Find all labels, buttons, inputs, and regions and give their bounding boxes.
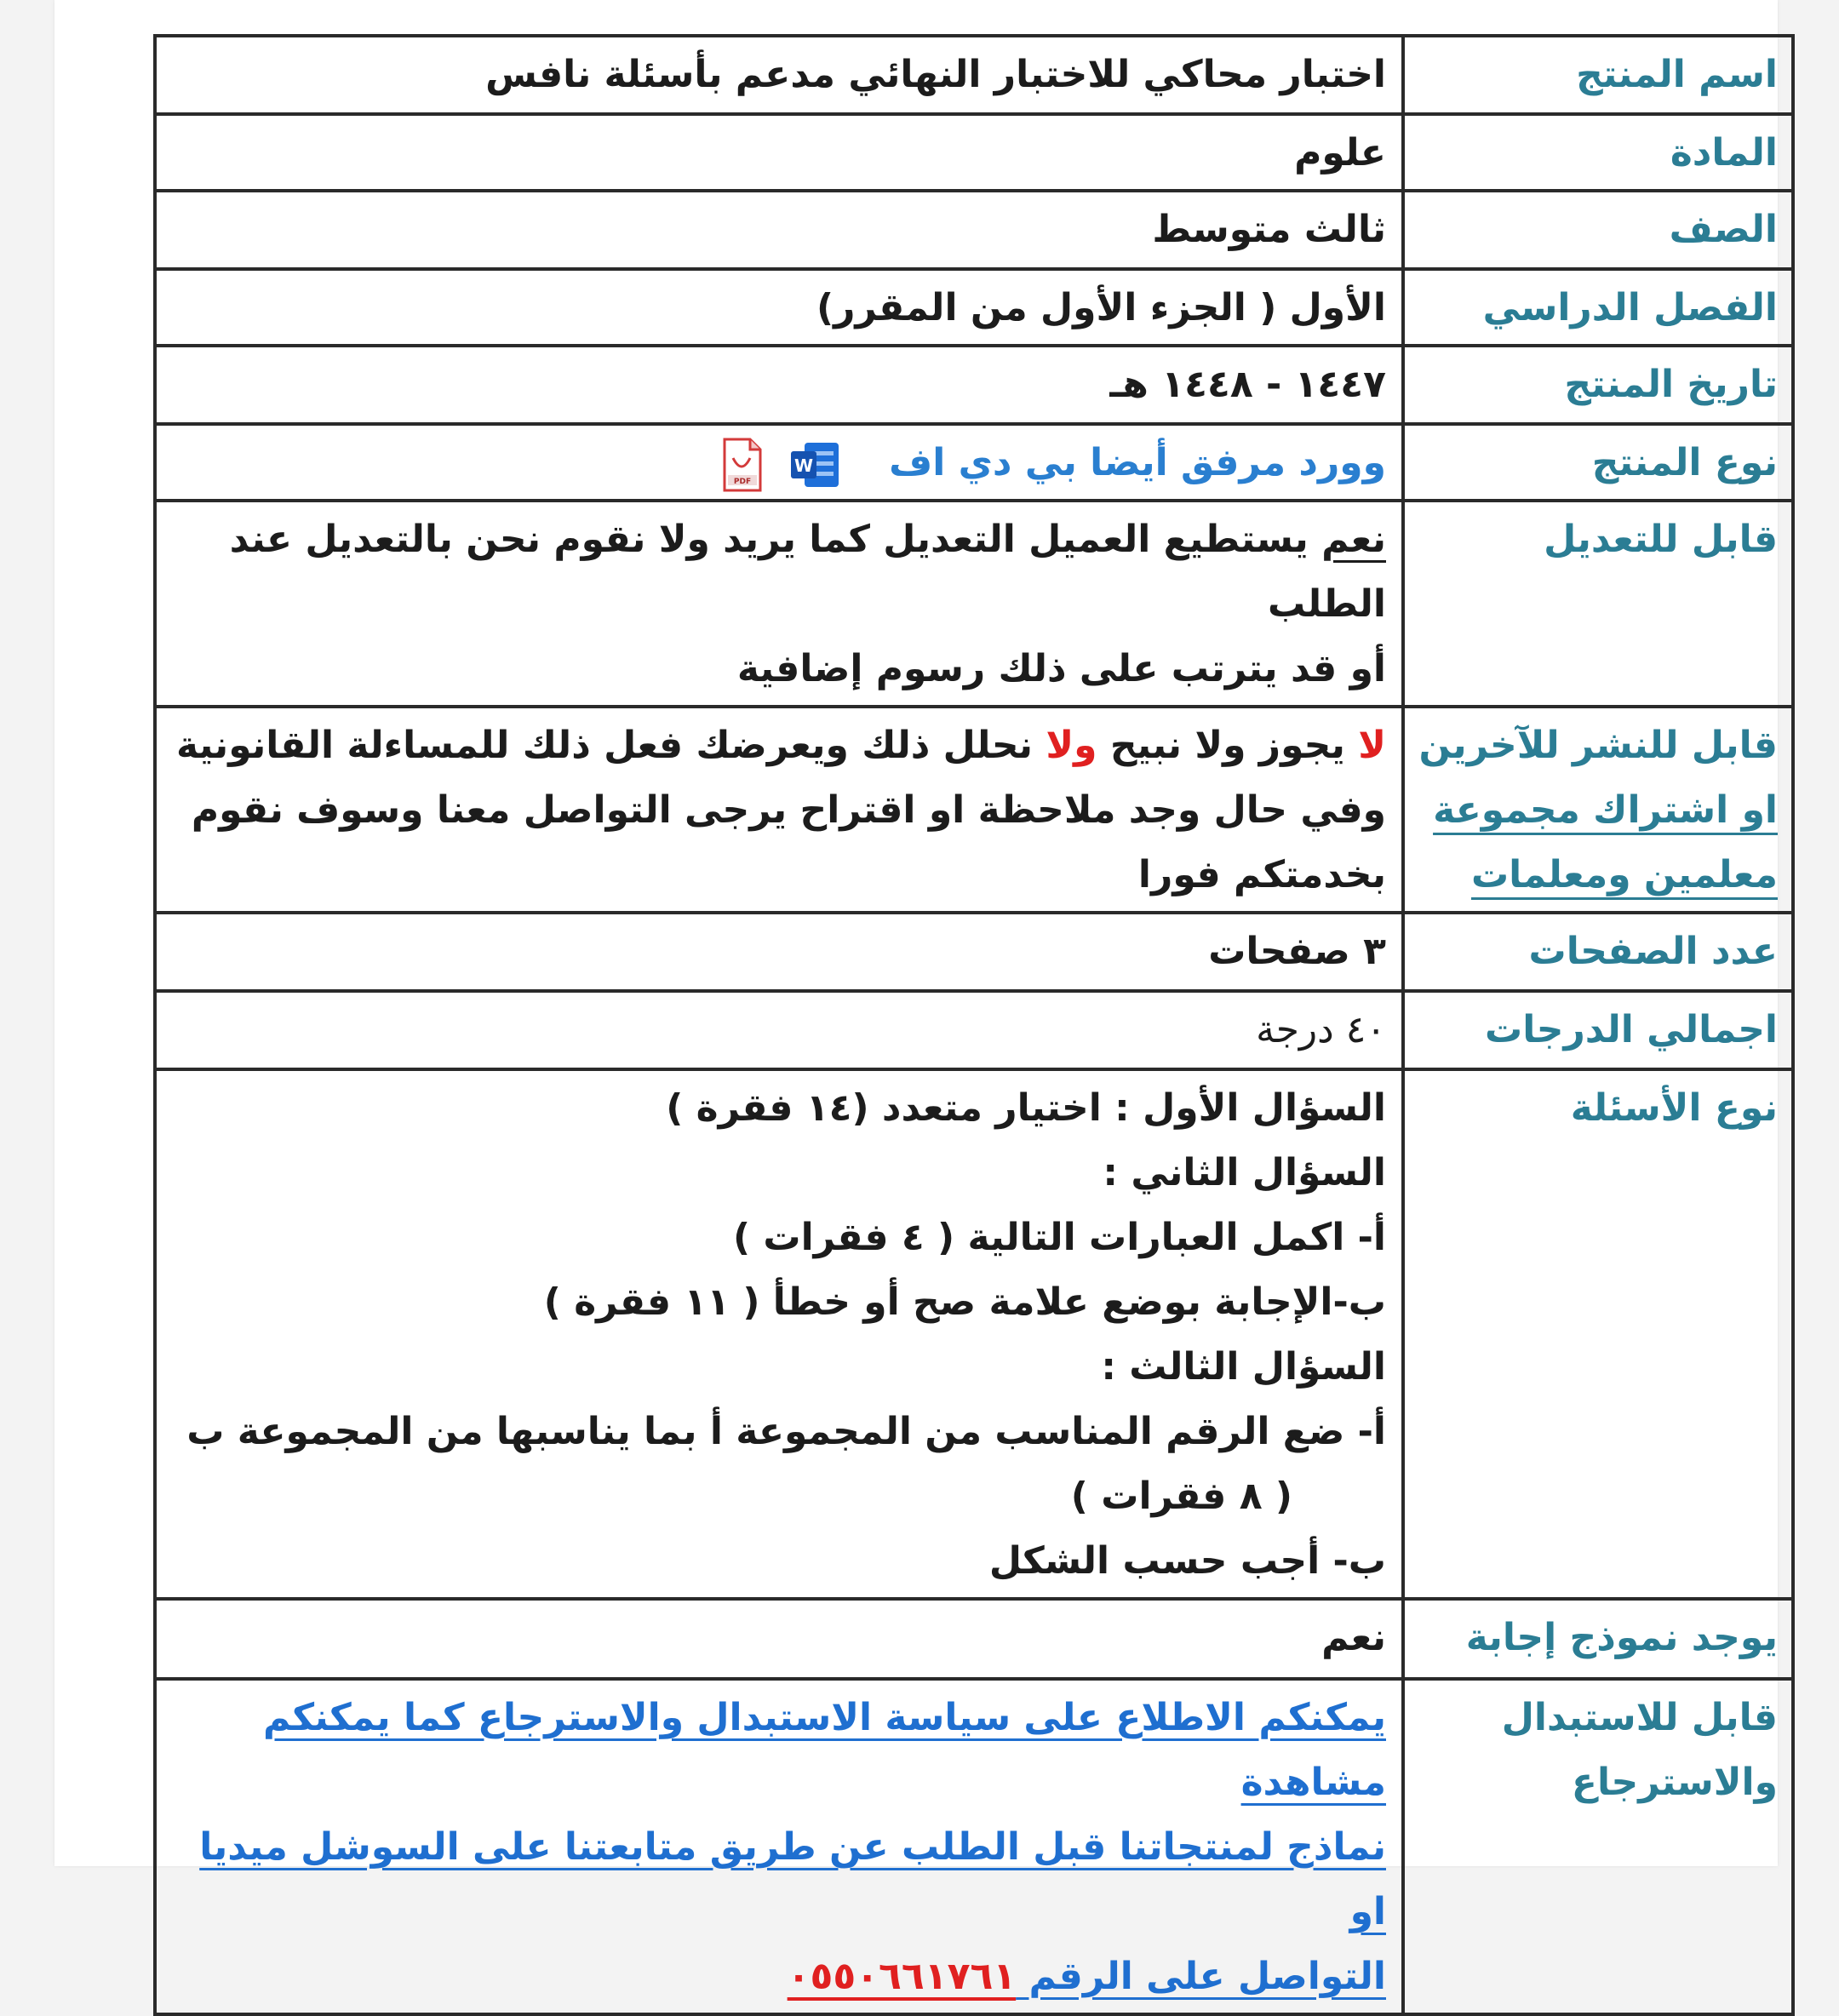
row-product-type <box>155 424 1793 501</box>
value-question-types <box>155 1069 1403 1599</box>
row-returns <box>155 1679 1793 2014</box>
question-3: السؤال الثالث : <box>1101 1345 1386 1389</box>
row-pages <box>155 913 1793 991</box>
label-product-date: تاريخ المنتج <box>1403 346 1793 424</box>
svg-text:W: W <box>793 455 813 476</box>
label-total-marks: اجمالي الدرجات <box>1403 991 1793 1069</box>
label-semester: الفصل الدراسي <box>1403 269 1793 346</box>
returns-line-3 <box>169 1944 1386 2009</box>
returns-label-line-2: والاسترجاع <box>1571 1761 1778 1804</box>
sharing-text-1: يجوز ولا نبيح <box>1097 724 1359 767</box>
value-product-date: ١٤٤٧ - ١٤٤٨ هـ <box>155 346 1403 424</box>
returns-contact-text[interactable]: التواصل على الرقم <box>1016 1955 1386 1998</box>
sharing-line-3: بخدمتكم فورا <box>1137 853 1386 896</box>
question-2b: ب-الإجابة بوضع علامة صح أو خطأ ( ١١ فقرة ) <box>543 1280 1386 1324</box>
sharing-warning-2: ولا <box>1046 724 1097 767</box>
product-spec-table <box>153 34 1795 2016</box>
row-product-name <box>155 36 1793 114</box>
value-returns <box>155 1679 1403 2014</box>
label-pages: عدد الصفحات <box>1403 913 1793 991</box>
question-1: السؤال الأول : اختيار متعدد (١٤ فقرة ) <box>666 1086 1386 1130</box>
row-answer-key <box>155 1599 1793 1679</box>
label-product-type: نوع المنتج <box>1403 424 1793 501</box>
label-product-name: اسم المنتج <box>1403 36 1793 114</box>
sharing-label-line-2: او اشتراك مجموعة <box>1433 788 1778 832</box>
sharing-text-2: نحلل ذلك ويعرضك فعل ذلك للمساءلة القانونية <box>176 724 1046 767</box>
row-question-types <box>155 1069 1793 1599</box>
phone-number[interactable]: ٠٥٥٠٦٦١٧٦١ <box>787 1955 1017 1998</box>
editable-line-1-rest: يستطيع العميل التعديل كما يريد ولا نقوم نحن بالتعديل عند الطلب <box>229 518 1386 626</box>
value-grade: ثالث متوسط <box>155 191 1403 269</box>
label-sharing <box>1403 707 1793 913</box>
label-editable: قابل للتعديل <box>1403 501 1793 707</box>
svg-text:PDF: PDF <box>733 478 751 486</box>
label-answer-key: يوجد نموذج إجابة <box>1403 1599 1793 1679</box>
row-grade <box>155 191 1793 269</box>
document-page <box>54 0 1778 1998</box>
sharing-line-2: وفي حال وجد ملاحظة او اقتراح يرجى التواصل معنا وسوف نقوم <box>191 788 1386 832</box>
file-type-icons <box>719 438 842 492</box>
question-2a: أ- اكمل العبارات التالية ( ٤ فقرات ) <box>732 1216 1386 1259</box>
value-total-marks: ٤٠ درجة <box>155 991 1403 1069</box>
editable-line-1 <box>169 507 1386 637</box>
row-total-marks <box>155 991 1793 1069</box>
value-editable <box>155 501 1403 707</box>
sharing-label-line-1: قابل للنشر للآخرين <box>1418 724 1778 767</box>
sharing-line-1 <box>169 713 1386 778</box>
value-answer-key: نعم <box>155 1599 1403 1679</box>
returns-label-line-1: قابل للاستبدال <box>1501 1696 1778 1739</box>
label-question-types: نوع الأسئلة <box>1403 1069 1793 1599</box>
value-product-name: اختبار محاكي للاختبار النهائي مدعم بأسئلة نافس <box>155 36 1403 114</box>
question-2: السؤال الثاني : <box>1103 1151 1386 1194</box>
value-sharing <box>155 707 1403 913</box>
returns-line-1[interactable]: يمكنكم الاطلاع على سياسة الاستبدال والاسترجاع كما يمكنكم مشاهدة <box>263 1696 1386 1804</box>
question-3b: ب- أجب حسب الشكل <box>988 1539 1386 1583</box>
label-returns <box>1403 1679 1793 2014</box>
editable-yes-word: نعم <box>1321 518 1386 561</box>
row-subject <box>155 114 1793 191</box>
returns-line-2[interactable]: نماذج لمنتجاتنا قبل الطلب عن طريق متابعتنا على السوشل ميديا او <box>199 1825 1386 1933</box>
value-subject: علوم <box>155 114 1403 191</box>
row-semester <box>155 269 1793 346</box>
sharing-warning-1: لا <box>1358 724 1386 767</box>
pdf-icon <box>719 438 764 492</box>
row-editable <box>155 501 1793 707</box>
sharing-label-line-3: معلمين ومعلمات <box>1470 853 1778 896</box>
value-pages: ٣ صفحات <box>155 913 1403 991</box>
value-product-type <box>155 424 1403 501</box>
label-subject: المادة <box>1403 114 1793 191</box>
editable-line-2: أو قد يترتب على ذلك رسوم إضافية <box>736 647 1386 690</box>
row-sharing <box>155 707 1793 913</box>
word-icon <box>788 439 842 490</box>
row-product-date <box>155 346 1793 424</box>
question-3a-continued: ( ٨ فقرات ) <box>1070 1475 1292 1518</box>
label-grade: الصف <box>1403 191 1793 269</box>
value-semester: الأول ( الجزء الأول من المقرر) <box>155 269 1403 346</box>
question-3a: أ- ضع الرقم المناسب من المجموعة أ بما يناسبها من المجموعة ب <box>186 1410 1386 1453</box>
product-type-text: وورد مرفق أيضا بي دي اف <box>889 441 1386 484</box>
